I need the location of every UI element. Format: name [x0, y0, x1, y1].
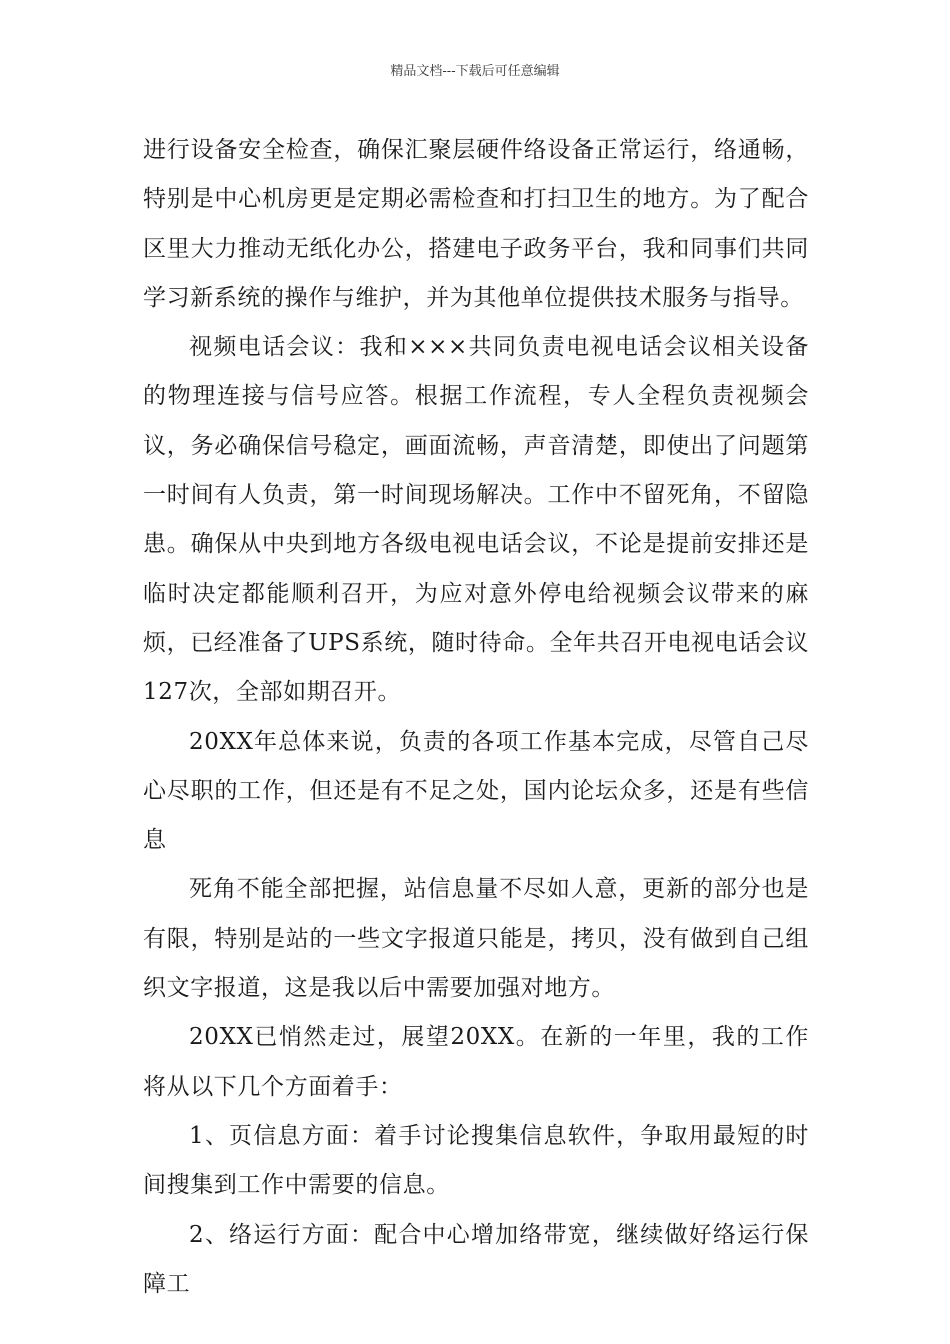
document-body: [143, 126, 809, 1309]
paragraph-video-conference: 视频电话会议：我和×××共同负责电视电话会议相关设备的物理连接与信号应答。根据工作流程，专人全程负责视频会议，务必确保信号稳定，画面流畅，声音清楚，即使出了问题第一时间有人负责，第一时间现场解决。工作中不留死角，不留隐患。确保从中央到地方各级电视电话会议，不论是提前安排还是临时决定都能顺利召开，为应对意外停电给视频会议带来的麻烦，已经准备了UPS系统，随时待命。全年共召开电视电话会议127次，全部如期召开。: [143, 334, 810, 706]
paragraph-summary: 20XX年总体来说，负责的各项工作基本完成，尽管自己尽心尽职的工作，但还是有不足之处，国内论坛众多，还是有些信息: [143, 728, 809, 854]
page-header: 精品文档---下载后可任意编辑: [390, 64, 560, 79]
paragraph-outlook: 20XX已悄然走过，展望20XX。在新的一年里，我的工作将从以下几个方面着手：: [143, 1024, 809, 1100]
paragraph-equipment-check: 进行设备安全检查，确保汇聚层硬件络设备正常运行，络通畅，特别是中心机房更是定期必需检查和打扫卫生的地方。为了配合区里大力推动无纸化办公，搭建电子政务平台，我和同事们共同学习新系统的操作与维护，并为其他单位提供技术服务与指导。: [143, 137, 809, 311]
paragraph-plan-item-2: 2、络运行方面：配合中心增加络带宽，继续做好络运行保障工: [143, 1221, 809, 1297]
paragraph-shortcomings: 死角不能全部把握，站信息量不尽如人意，更新的部分也是有限，特别是站的一些文字报道只能是，拷贝，没有做到自己组织文字报道，这是我以后中需要加强对地方。: [143, 876, 809, 1002]
paragraph-plan-item-1: 1、页信息方面：着手讨论搜集信息软件，争取用最短的时间搜集到工作中需要的信息。: [143, 1122, 809, 1199]
